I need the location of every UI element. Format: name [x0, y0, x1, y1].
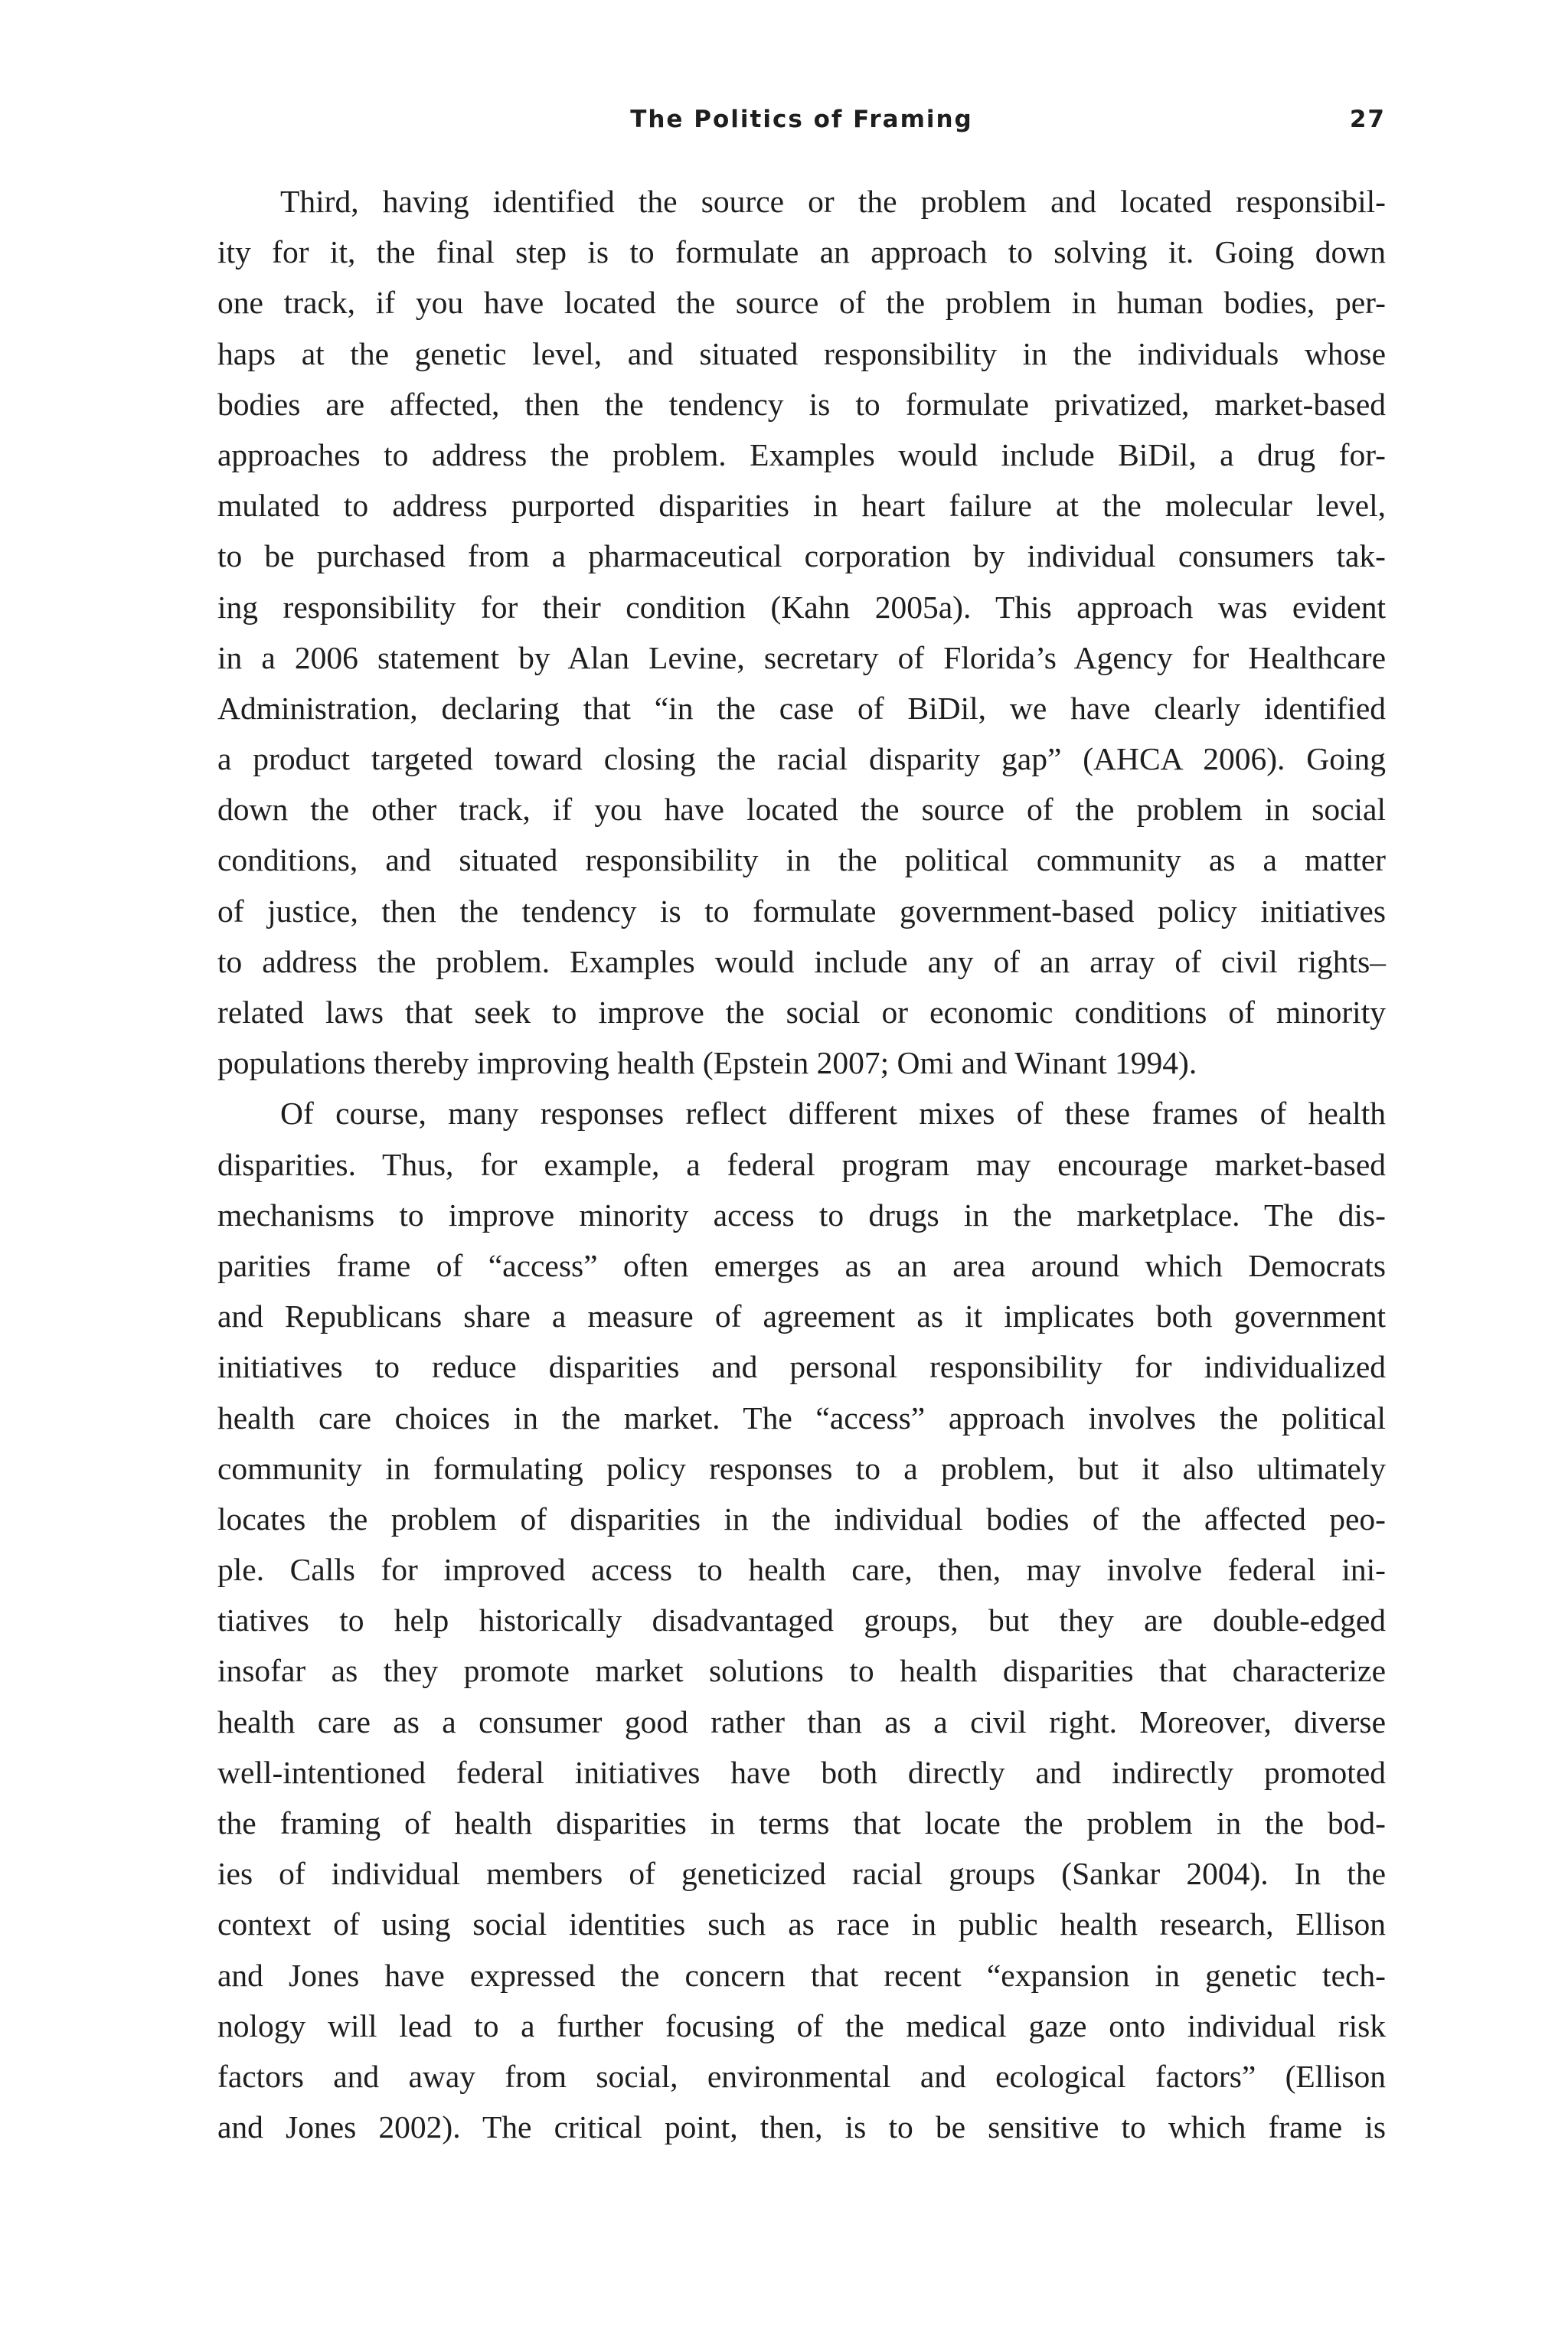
text-line: bodies are affected, then the tendency is to formulate privatized, market-based: [217, 386, 1386, 422]
running-title: The Politics of Framing: [630, 106, 973, 133]
text-line: a product targeted toward closing the racial disparity gap” (AHCA 2006). Going: [217, 741, 1386, 777]
text-line: one track, if you have located the source of the problem in human bodies, per-: [217, 285, 1386, 321]
paragraph-1: [217, 176, 1386, 1088]
text-line: insofar as they promote market solutions to health disparities that characterize: [217, 1653, 1386, 1689]
text-line: initiatives to reduce disparities and personal responsibility for individualized: [217, 1349, 1386, 1385]
text-line: conditions, and situated responsibility in the political community as a matter: [217, 842, 1386, 878]
text-line: the framing of health disparities in terms that locate the problem in the bod-: [217, 1805, 1386, 1841]
text-line: tiatives to help historically disadvantaged groups, but they are double-edged: [217, 1602, 1386, 1638]
text-line: and Jones have expressed the concern that recent “expansion in genetic tech-: [217, 1957, 1386, 1993]
text-line: to be purchased from a pharmaceutical corporation by individual consumers tak-: [217, 538, 1386, 574]
text-line: health care as a consumer good rather than as a civil right. Moreover, diverse: [217, 1704, 1386, 1740]
text-line: ple. Calls for improved access to health care, then, may involve federal ini-: [217, 1552, 1386, 1588]
text-line: mechanisms to improve minority access to drugs in the marketplace. The dis-: [217, 1197, 1386, 1233]
text-line: factors and away from social, environmental and ecological factors” (Ellison: [217, 2058, 1386, 2094]
text-line: approaches to address the problem. Examples would include BiDil, a drug for-: [217, 436, 1386, 472]
running-head: [217, 103, 1386, 136]
text-line: parities frame of “access” often emerges as an area around which Democrats: [217, 1247, 1386, 1283]
body-text: [217, 176, 1386, 2152]
text-line: locates the problem of disparities in the individual bodies of the affected peo-: [217, 1501, 1386, 1537]
text-line: and Jones 2002). The critical point, then, is to be sensitive to which frame is: [217, 2109, 1386, 2145]
text-line: nology will lead to a further focusing of the medical gaze onto individual risk: [217, 2007, 1386, 2043]
paragraph-2: [217, 1088, 1386, 2152]
text-line: Of course, many responses reflect different mixes of these frames of health: [280, 1096, 1386, 1132]
text-line: ity for it, the final step is to formulate an approach to solving it. Going down: [217, 234, 1386, 270]
text-line: community in formulating policy responses to a problem, but it also ultimately: [217, 1450, 1386, 1486]
text-line: in a 2006 statement by Alan Levine, secretary of Florida’s Agency for Healthcare: [217, 639, 1386, 675]
page-number: 27: [1349, 106, 1386, 133]
text-line: disparities. Thus, for example, a federal program may encourage market-based: [217, 1146, 1386, 1182]
text-line: to address the problem. Examples would include any of an array of civil rights–: [217, 943, 1386, 979]
text-line: Administration, declaring that “in the case of BiDil, we have clearly identified: [217, 690, 1386, 726]
text-line: ies of individual members of geneticized racial groups (Sankar 2004). In the: [217, 1856, 1386, 1892]
text-line: down the other track, if you have located the source of the problem in social: [217, 792, 1386, 828]
text-line: well-intentioned federal initiatives have both directly and indirectly promoted: [217, 1754, 1386, 1790]
text-line: and Republicans share a measure of agreement as it implicates both government: [217, 1298, 1386, 1334]
text-line: Third, having identified the source or the problem and located responsibil-: [280, 184, 1386, 219]
text-line: populations thereby improving health (Epstein 2007; Omi and Winant 1994).: [217, 1045, 1197, 1081]
text-line: of justice, then the tendency is to formulate government-based policy initiatives: [217, 893, 1386, 929]
text-line: haps at the genetic level, and situated responsibility in the individuals whose: [217, 335, 1386, 371]
text-line: ing responsibility for their condition (Kahn 2005a). This approach was evident: [217, 589, 1386, 625]
text-line: health care choices in the market. The “access” approach involves the political: [217, 1400, 1386, 1436]
text-line: related laws that seek to improve the social or economic conditions of minority: [217, 995, 1386, 1030]
text-line: mulated to address purported disparities in heart failure at the molecular level,: [217, 488, 1386, 524]
text-line: context of using social identities such as race in public health research, Ellison: [217, 1906, 1386, 1942]
